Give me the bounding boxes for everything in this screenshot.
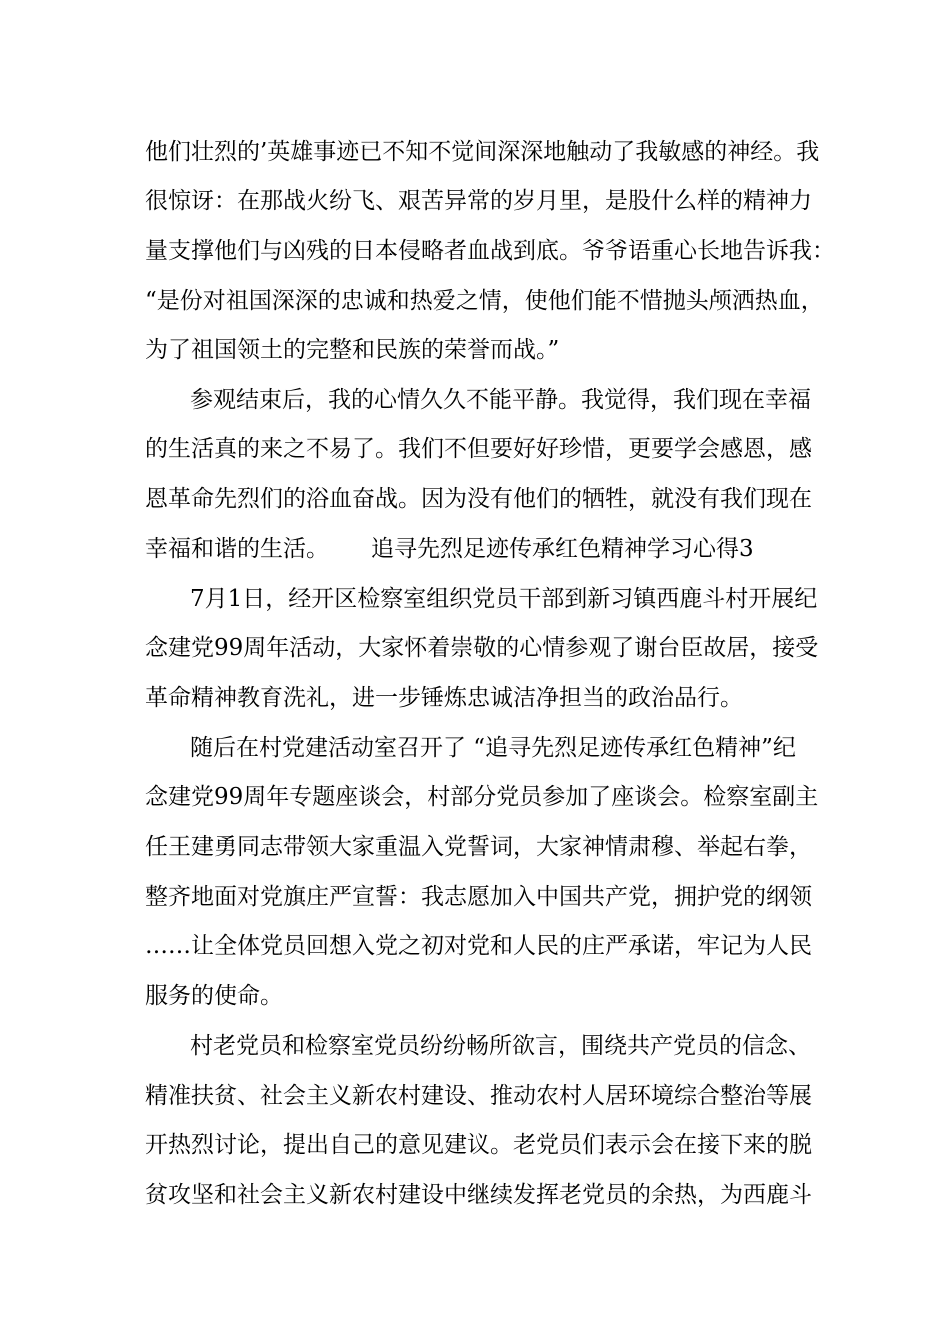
- text-line: 革命精神教育洗礼，进一步锤炼忠诚洁净担当的政治品行。: [145, 685, 743, 711]
- text-line: [145, 529, 835, 569]
- text-line: 他们壮烈的’英雄事迹已不知不觉间深深地触动了我敏感的神经。我: [145, 139, 820, 165]
- paragraph-start-line: 村老党员和检察室党员纷纷畅所欲言，围绕共产党员的信念、: [190, 1033, 811, 1059]
- text-line: 开热烈讨论，提出自己的意见建议。老党员们表示会在接下来的脱: [145, 1132, 812, 1158]
- text-line: 恩革命先烈们的浴血奋战。因为没有他们的牺牲，就没有我们现在: [145, 486, 812, 512]
- text-line: 为了祖国领土的完整和民族的荣誉而战。”: [145, 337, 560, 363]
- text-line: 念建党99周年专题座谈会，村部分党员参加了座谈会。检察室副主: [145, 784, 819, 810]
- text-line: “是份对祖国深深的忠诚和热爱之情，使他们能不惜抛头颅洒热血，: [145, 288, 824, 314]
- text-line: 的生活真的来之不易了。我们不但要好好珍惜，更要学会感恩，感: [145, 436, 812, 462]
- text-fragment: 幸福和谐的生活。: [145, 536, 329, 562]
- text-line: 很惊讶：在那战火纷飞、艰苦异常的岁月里，是股什么样的精神力: [145, 188, 812, 214]
- paragraph-start-line: 7月1日，经开区检察室组织党员干部到新习镇西鹿斗村开展纪: [190, 586, 818, 612]
- text-line: 贫攻坚和社会主义新农村建设中继续发挥老党员的余热，为西鹿斗: [145, 1182, 812, 1208]
- section-heading: 追寻先烈足迹传承红色精神学习心得3: [371, 536, 754, 562]
- text-line: 念建党99周年活动，大家怀着崇敬的心情参观了谢台臣故居，接受: [145, 635, 819, 661]
- text-line: 精准扶贫、社会主义新农村建设、推动农村人居环境综合整治等展: [145, 1083, 812, 1109]
- text-line: 整齐地面对党旗庄严宣誓：我志愿加入中国共产党，拥护党的纲领: [145, 884, 812, 910]
- text-line: ……让全体党员回想入党之初对党和人民的庄严承诺，牢记为人民: [145, 933, 812, 959]
- text-line: 量支撑他们与凶残的日本侵略者血战到底。爷爷语重心长地告诉我：: [145, 238, 835, 264]
- text-line: 任王建勇同志带领大家重温入党誓词，大家神情肃穆、举起右拳，: [145, 834, 812, 860]
- paragraph-start-line: 参观结束后，我的心情久久不能平静。我觉得，我们现在幸福: [190, 387, 811, 413]
- paragraph-start-line: 随后在村党建活动室召开了 “追寻先烈足迹传承红色精神”纪: [190, 735, 796, 761]
- text-line: 服务的使命。: [145, 983, 283, 1009]
